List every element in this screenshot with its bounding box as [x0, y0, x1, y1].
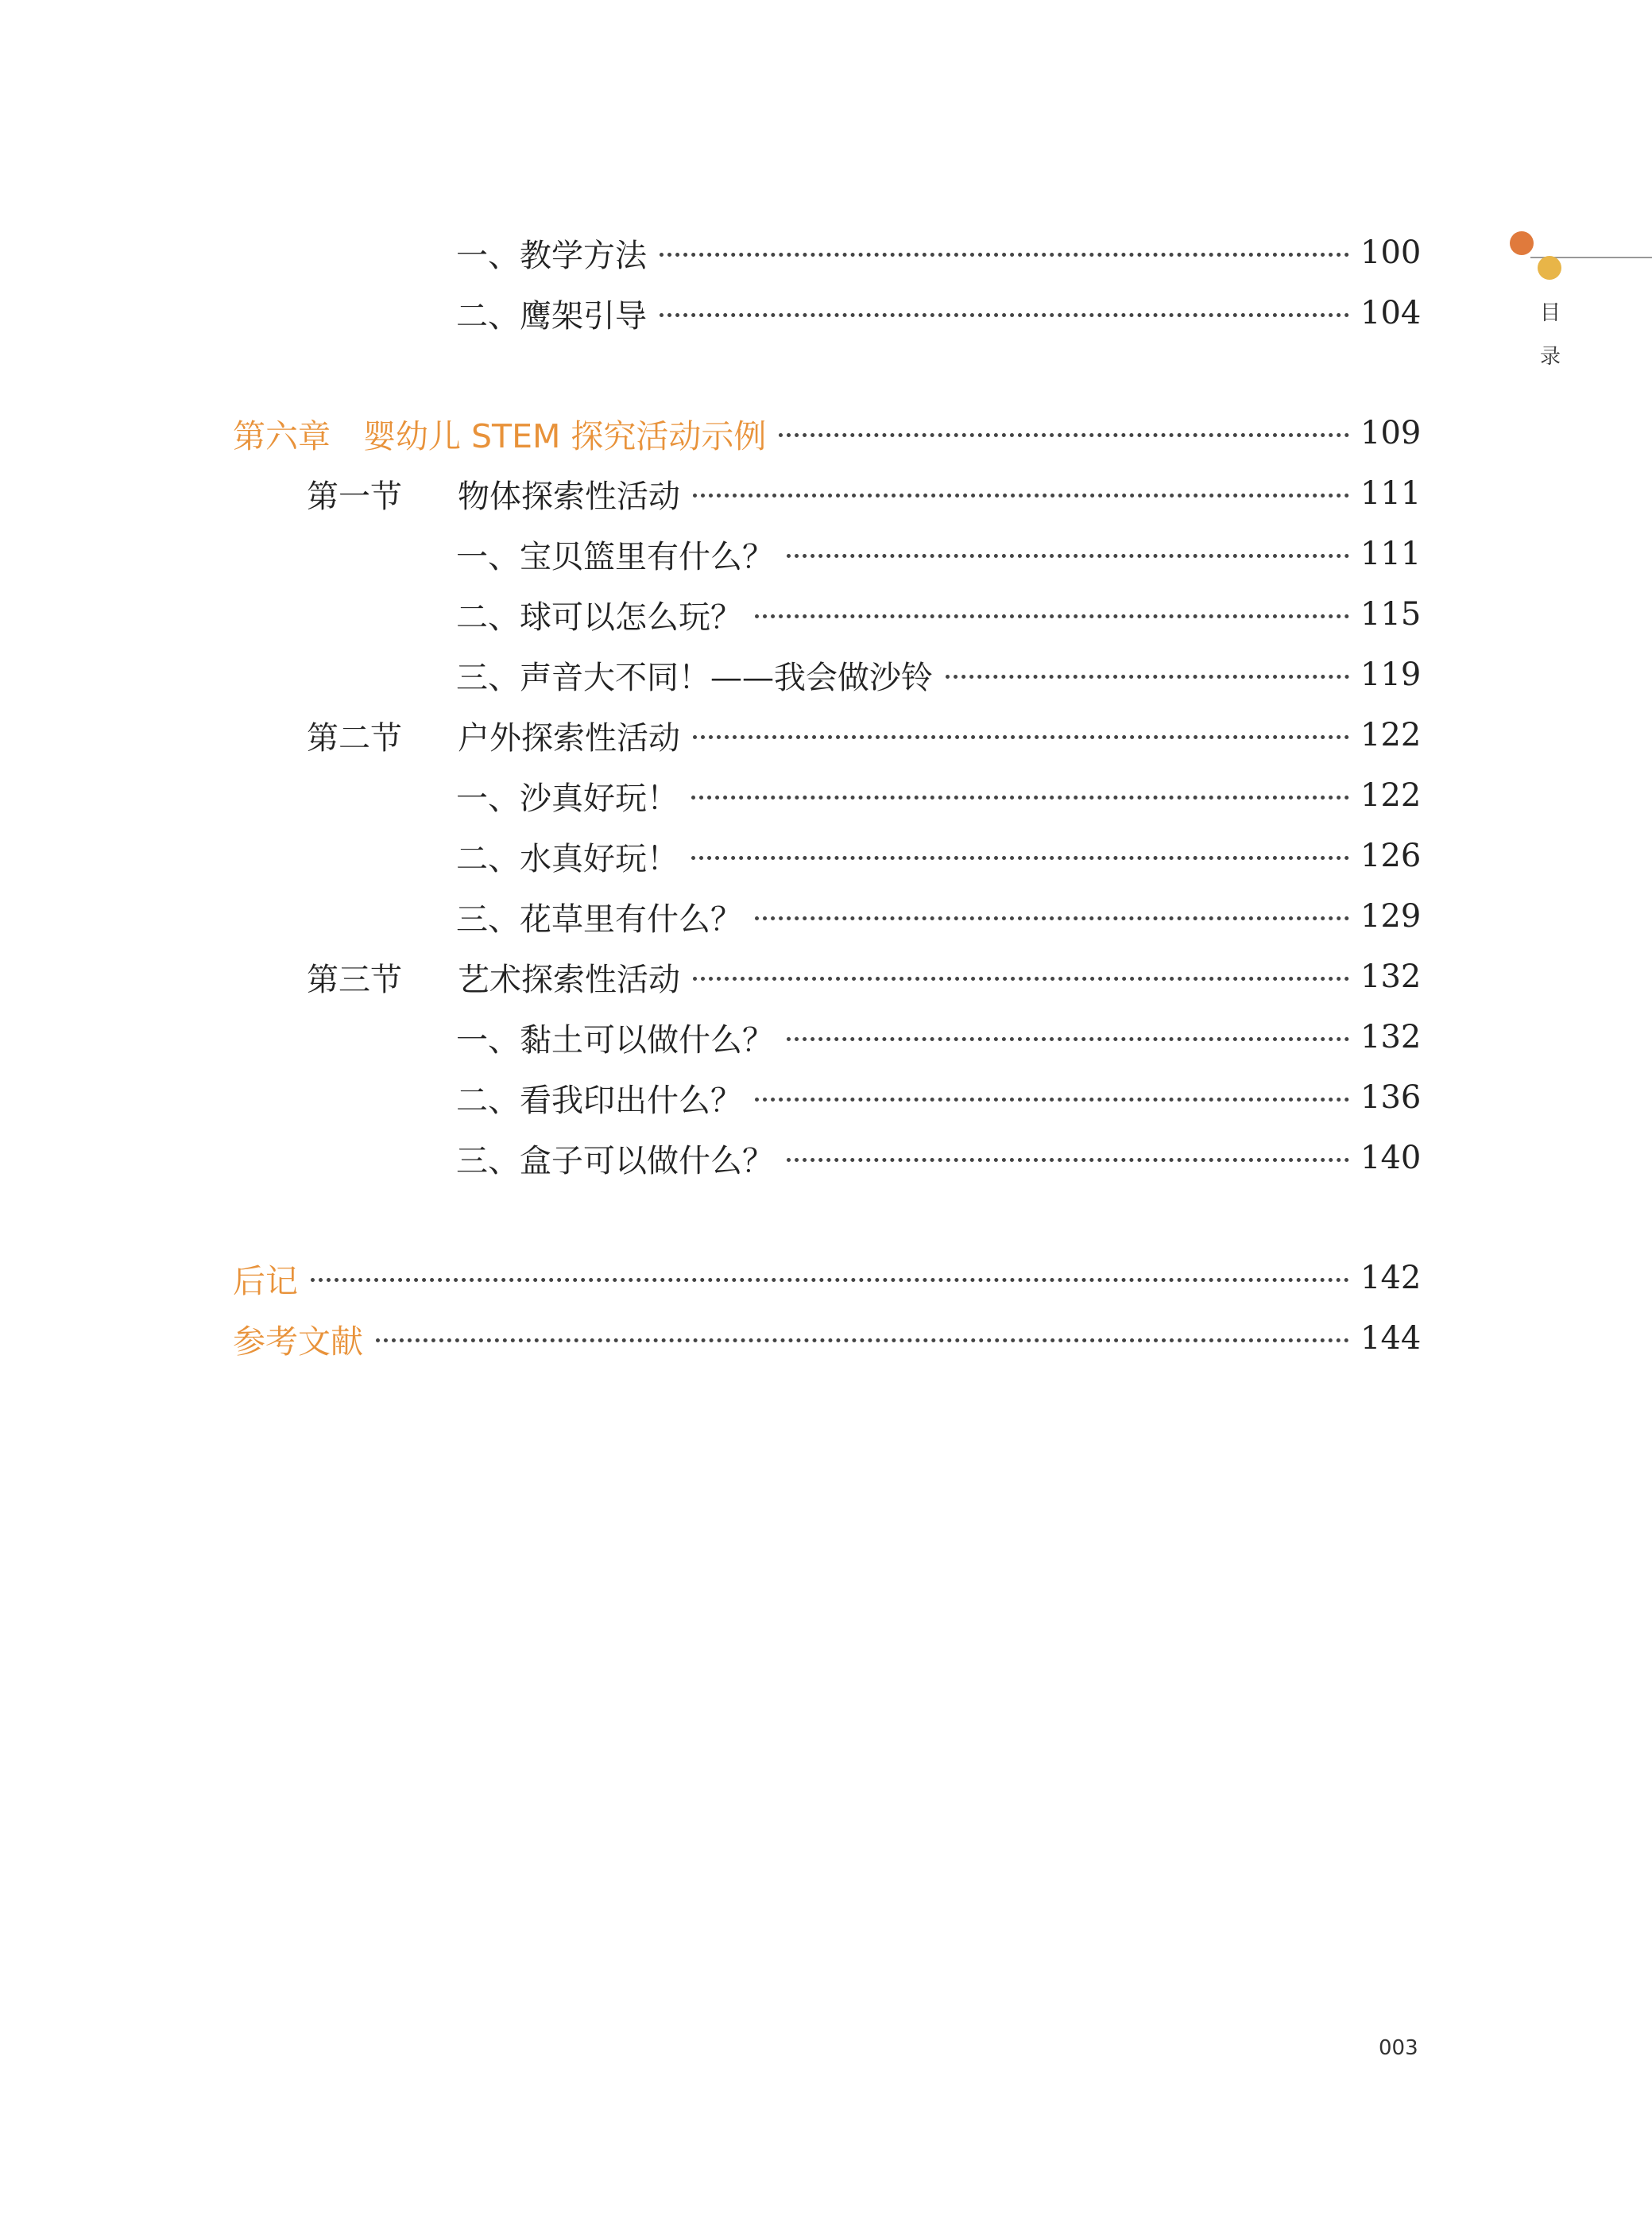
toc-section-title: 物体探索性活动: [458, 478, 680, 515]
toc-item-row[interactable]: [456, 1013, 1422, 1061]
toc-chapter-row[interactable]: [233, 1254, 1422, 1302]
toc-item-row[interactable]: [456, 289, 1422, 337]
toc-leader-dots: [311, 1278, 1349, 1282]
toc-entry-title: 一、宝贝篮里有什么？: [456, 538, 774, 575]
toc-page-number: 115: [1360, 596, 1422, 633]
toc-page-number: 122: [1360, 717, 1422, 753]
toc-entry-title: 二、鹰架引导: [456, 297, 647, 335]
toc-page-number: 142: [1360, 1260, 1422, 1296]
toc-entry-title: 三、盒子可以做什么？: [456, 1142, 774, 1179]
toc-item-row[interactable]: [456, 1134, 1422, 1182]
toc-item-row[interactable]: [456, 530, 1422, 578]
toc-leader-dots: [693, 735, 1349, 739]
toc-page-number: 119: [1360, 656, 1422, 693]
toc-section-title: 艺术探索性活动: [458, 961, 680, 998]
toc-section-label: 第三节: [307, 961, 402, 998]
toc-page-number: 132: [1360, 1019, 1422, 1055]
toc-leader-dots: [376, 1338, 1349, 1342]
toc-item-row[interactable]: [456, 893, 1422, 940]
toc-entry-title: 二、球可以怎么玩？: [456, 598, 742, 636]
toc-section-row[interactable]: [307, 711, 1422, 759]
tab-char-lu: 录: [1539, 345, 1561, 369]
toc-entry-title: 三、花草里有什么？: [456, 900, 742, 938]
toc-entry-title: [307, 955, 680, 1000]
toc-page-number: 140: [1360, 1140, 1422, 1176]
toc-item-row[interactable]: [456, 591, 1422, 638]
toc-entry-title: [307, 713, 680, 758]
toc-page-number: 104: [1360, 295, 1422, 331]
toc-page-number: 144: [1360, 1320, 1422, 1357]
toc-page-number: 111: [1360, 475, 1422, 512]
toc-section-row[interactable]: [307, 470, 1422, 517]
toc-section-row[interactable]: [307, 953, 1422, 1001]
toc-page-number: 109: [1360, 415, 1422, 451]
toc-entry-title: 第六章 婴幼儿 STEM 探究活动示例: [233, 416, 767, 455]
toc-leader-dots: [779, 433, 1349, 437]
toc-chapter-row[interactable]: [233, 1315, 1422, 1362]
side-tab: [1510, 230, 1652, 374]
tab-char-mu: 目: [1539, 301, 1561, 325]
toc-page-number: 126: [1360, 838, 1422, 874]
toc-leader-dots: [755, 614, 1349, 618]
toc-entry-title: 三、声音大不同！——我会做沙铃: [456, 659, 933, 696]
toc-page-number: 111: [1360, 536, 1422, 572]
toc-entry-title: 参考文献: [233, 1322, 363, 1361]
toc-leader-dots: [693, 494, 1349, 498]
toc-leader-dots: [660, 313, 1349, 317]
toc-page-number: 122: [1360, 777, 1422, 814]
toc-leader-dots: [787, 554, 1349, 558]
toc-leader-dots: [787, 1037, 1349, 1041]
toc-entry-title: 二、看我印出什么？: [456, 1082, 742, 1119]
toc-entry-title: 二、水真好玩！: [456, 840, 679, 877]
toc-page-number: 129: [1360, 898, 1422, 935]
toc-item-row[interactable]: [456, 651, 1422, 699]
toc-page-number: 100: [1360, 234, 1422, 271]
toc-leader-dots: [787, 1158, 1349, 1162]
toc-item-row[interactable]: [456, 1074, 1422, 1121]
toc-leader-dots: [691, 796, 1349, 800]
toc-item-row[interactable]: [456, 832, 1422, 880]
toc-section-label: 第二节: [307, 719, 402, 757]
toc-entry-title: 后记: [233, 1261, 298, 1300]
yellow-dot-icon: [1538, 256, 1561, 280]
toc-page-number: 132: [1360, 958, 1422, 995]
toc-chapter-row[interactable]: [233, 409, 1422, 457]
toc-entry-title: 一、沙真好玩！: [456, 780, 679, 817]
page-number: 003: [1379, 2036, 1418, 2060]
toc-leader-dots: [693, 977, 1349, 981]
toc-section-title: 户外探索性活动: [458, 719, 680, 757]
toc-leader-dots: [755, 916, 1349, 920]
toc-leader-dots: [755, 1098, 1349, 1102]
orange-dot-icon: [1510, 231, 1534, 255]
toc-leader-dots: [660, 253, 1349, 257]
toc-item-row[interactable]: [456, 772, 1422, 819]
toc-leader-dots: [946, 675, 1349, 679]
toc-entry-title: 一、教学方法: [456, 237, 647, 274]
toc-page-number: 136: [1360, 1079, 1422, 1116]
toc-entry-title: 一、黏土可以做什么？: [456, 1021, 774, 1059]
toc-entry-title: [307, 471, 680, 517]
toc-section-label: 第一节: [307, 478, 402, 515]
toc-item-row[interactable]: [456, 229, 1422, 277]
toc-leader-dots: [691, 856, 1349, 860]
